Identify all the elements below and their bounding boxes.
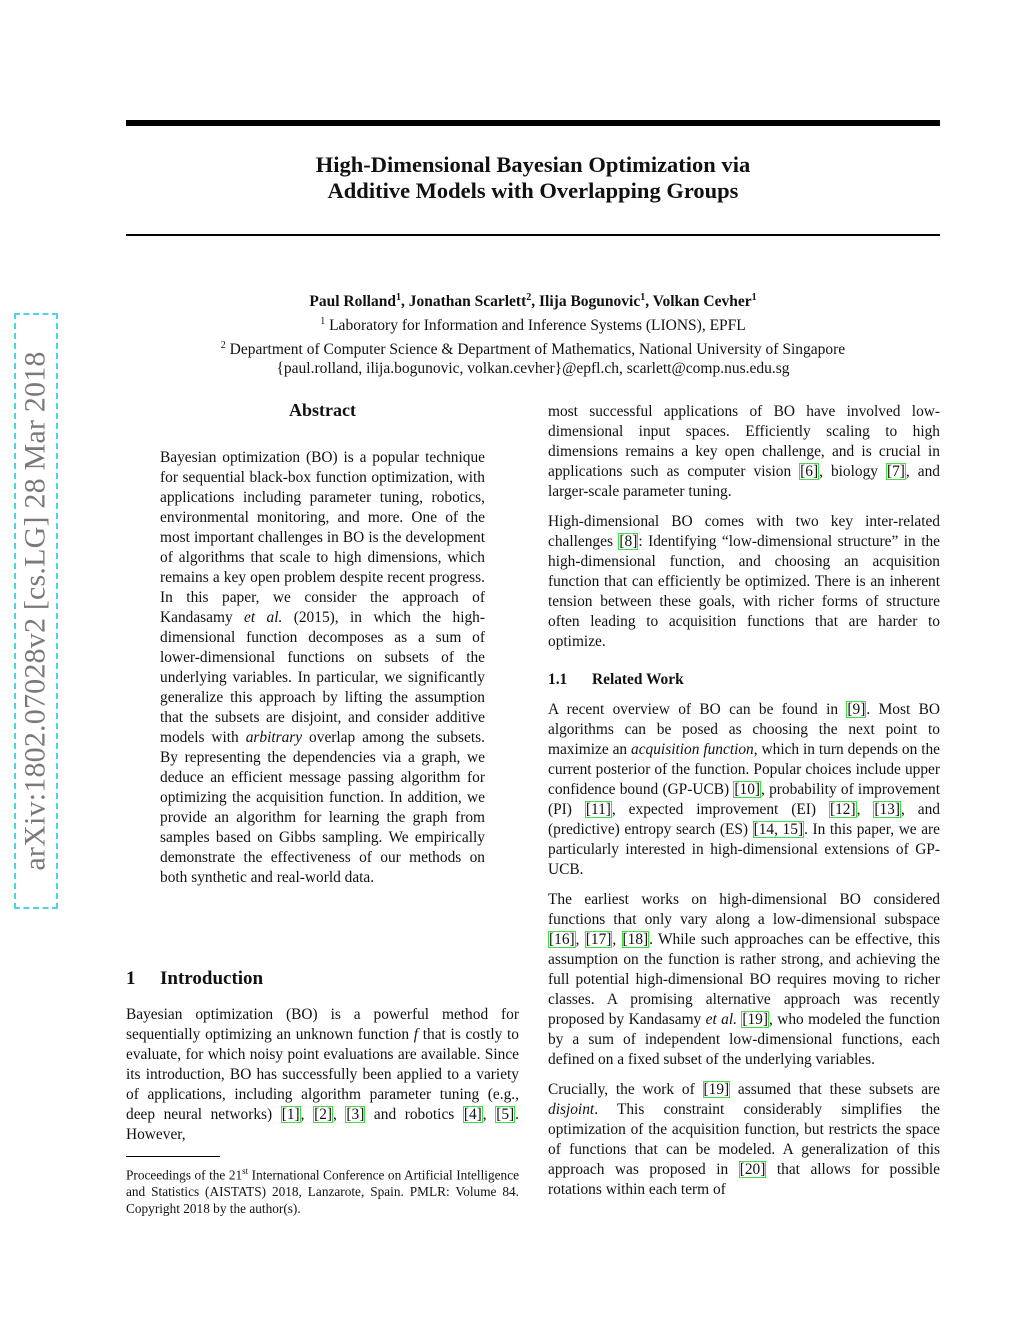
p4-text: The earliest works on high-dimensional BO considered functions that only vary along a low-dimensional subspace — [548, 891, 940, 928]
section-heading-introduction — [126, 968, 526, 990]
abstract-arbitrary: arbitrary — [245, 729, 303, 746]
arxiv-stamp[interactable] — [14, 313, 58, 909]
citation-link[interactable]: [14, 15] — [753, 821, 804, 838]
p4-text: , — [575, 931, 585, 948]
affiliation-2-text: Department of Computer Science & Department of Mathematics, National University of Singapore — [229, 341, 846, 359]
p5-disjoint: disjoint — [548, 1101, 595, 1118]
citation-link[interactable]: [9] — [847, 701, 866, 718]
p1-text: , and larger-scale parameter tuning. — [548, 463, 940, 500]
paper-title — [126, 152, 940, 204]
abstract-text-3: overlap among the subsets. By representing the dependencies via a graph, we deduce an efficient message passing algorithm for optimizing the acquisition function. In addition, we provide an algorithm for learning the graph from samples based on Gibbs sampling. We empirically demonstrate the effectiveness of our methods on both synthetic and real-world data. — [160, 729, 485, 886]
affiliation-1 — [126, 312, 940, 336]
p4-text: . While such approaches can be effective, this assumption on the function is rather strong, and achieving the full potential high-dimensional BO requires moving to richer classes. A promising alternative approach was recently proposed by Kandasamy — [548, 931, 940, 1028]
intro-text-3: and robotics — [365, 1106, 463, 1123]
subsection-title: Related Work — [592, 671, 684, 688]
citation-link[interactable]: [6] — [800, 463, 819, 480]
abstract-etal: et al. — [244, 609, 283, 626]
footnote — [126, 1163, 519, 1217]
p2-text: : Identifying “low-dimensional structure” in the high-dimensional function, and choosing an acquisition function that can efficiently be optimized. There is an inherent tension between these goals, with richer forms of structure often leading to acquisition functions that are harder to optimize. — [548, 533, 940, 650]
abstract-heading: Abstract — [289, 400, 356, 420]
p3-acquisition: acquisition function — [631, 741, 754, 758]
p3-text: , which in turn depends on the current posterior of the function. Popular choices include upper confidence bound (GP-UCB) — [548, 741, 941, 798]
footnote-sup: st — [242, 1166, 249, 1176]
p4-text: , who modeled the function by a sum of independent low-dimensional functions, each defined on a fixed subset of the underlying variables. — [548, 1011, 940, 1068]
citation-link[interactable]: [1] — [281, 1106, 300, 1123]
paragraph-3 — [548, 700, 940, 880]
p3-text: . Most BO algorithms can be posed as choosing the next point to maximize an — [548, 701, 940, 758]
intro-text-2: that is costly to evaluate, for which noisy point evaluations are available. Since its introduction, BO has successfully been applied to a variety of applications, including algorithm parameter tuning (e.g., deep neural networks) — [126, 1026, 519, 1123]
citation-link[interactable]: [7] — [886, 463, 905, 480]
intro-text-4: . However, — [126, 1106, 519, 1143]
footnote-rule — [126, 1156, 220, 1157]
author-4-affil: 1 — [751, 292, 757, 303]
title-bottom-rule — [126, 234, 940, 236]
title-line-2: Additive Models with Overlapping Groups — [327, 178, 739, 203]
author-3-affil: 1 — [640, 292, 646, 303]
p4-etal: et al. — [705, 1011, 737, 1028]
title-top-rule — [126, 120, 940, 126]
author-2: Jonathan Scarlett — [408, 293, 527, 311]
citation-link[interactable]: [3] — [346, 1106, 365, 1123]
subsection-number: 1.1 — [548, 671, 568, 688]
p3-text: . In this paper, we are particularly interested in high-dimensional extensions of GP-UCB. — [548, 821, 940, 878]
p3-text: , expected improvement (EI) — [611, 801, 829, 818]
p3-text: A recent overview of BO can be found in — [548, 701, 847, 718]
citation-link[interactable]: [18] — [622, 931, 649, 948]
citation-link[interactable]: [11] — [585, 801, 611, 818]
p3-text: , — [856, 801, 874, 818]
paragraph-5 — [548, 1080, 940, 1200]
section-title: Introduction — [160, 968, 264, 989]
p5-text: that allows for possible rotations within each term of — [548, 1161, 941, 1198]
paragraph-2 — [548, 512, 940, 652]
citation-link[interactable]: [16] — [549, 931, 575, 948]
author-1: Paul Rolland — [309, 293, 396, 311]
author-4: Volkan Cevher — [652, 293, 752, 311]
author-emails: {paul.rolland, ilija.bogunovic, volkan.cevher}@epfl.ch, scarlett@comp.nus.edu.sg — [276, 360, 790, 377]
citation-link[interactable]: [17] — [585, 931, 612, 948]
footnote-text-2: International Conference on Artificial Intelligence and Statistics (AISTATS) 2018, Lanzarote, Spain. PMLR: Volume 84. Copyright 2018 by the author(s). — [126, 1167, 519, 1217]
author-2-affil: 2 — [526, 292, 532, 303]
p5-text: Crucially, the work of — [548, 1081, 703, 1098]
paragraph-1 — [548, 402, 940, 502]
citation-link[interactable]: [2] — [314, 1106, 333, 1123]
affiliation-2-mark: 2 — [220, 340, 226, 352]
abstract-text-2: (2015), in which the high-dimensional function decomposes as a sum of lower-dimensional functions on subsets of the underlying variables. In particular, we significantly generalize this approach by lifting the assumption that the subsets are disjoint, and consider additive models with — [160, 609, 485, 746]
right-column — [548, 402, 940, 1210]
abstract-text-1: Bayesian optimization (BO) is a popular technique for sequential black-box function optimization, with applications including parameter tuning, robotics, environmental monitoring, and more. One of the most important challenges in BO is the development of algorithms that scale to high dimensions, which remains a key open problem despite recent progress. In this paper, we consider the approach of Kandasamy — [160, 449, 485, 626]
subsection-heading-related-work — [548, 670, 940, 690]
p1-text: , biology — [819, 463, 886, 480]
author-1-affil: 1 — [395, 292, 401, 303]
paragraph-4 — [548, 890, 940, 1070]
section-number: 1 — [126, 968, 136, 989]
p4-text: , — [612, 931, 622, 948]
citation-link[interactable]: [20] — [739, 1161, 766, 1178]
title-line-1: High-Dimensional Bayesian Optimization via — [315, 152, 751, 177]
citation-link[interactable]: [4] — [463, 1106, 482, 1123]
author-3: Ilija Bogunovic — [539, 293, 641, 311]
author-block — [126, 288, 940, 360]
affiliation-1-text: Laboratory for Information and Inference Systems (LIONS), EPFL — [329, 317, 746, 335]
citation-link[interactable]: [19] — [742, 1011, 768, 1028]
citation-link[interactable]: [10] — [734, 781, 761, 798]
footnote-text-1: Proceedings of the 21 — [126, 1167, 243, 1183]
citation-link[interactable]: [8] — [619, 533, 638, 550]
citation-link[interactable]: [19] — [703, 1081, 730, 1098]
affiliation-2 — [126, 336, 940, 360]
p3-text: , probability of improvement (PI) — [548, 781, 940, 818]
intro-text-1: Bayesian optimization (BO) is a powerful method for sequentially optimizing an unknown function — [126, 1006, 519, 1043]
p3-text: , and (predictive) entropy search (ES) — [548, 801, 940, 838]
p5-text: . This constraint considerably simplifies the optimization of the acquisition function, but restricts the space of functions that can be modeled. A generalization of this approach was proposed in — [548, 1101, 940, 1178]
introduction-paragraph: Bayesian optimization (BO) is a powerful method for sequentially optimizing an unknown function f that is costly to evaluate, for which noisy point evaluations are available. Since its introduction, BO has successfully been applied to a variety of applications, including algorithm parameter tuning (e.g., deep neural networks) [1], [2], [3] and robotics [4], [5]. However, — [126, 1006, 519, 1143]
p2-text: High-dimensional BO comes with two key inter-related challenges — [548, 513, 940, 550]
p5-text: assumed that these subsets are — [730, 1081, 941, 1098]
arxiv-stamp-text: arXiv:1802.07028v2 [cs.LG] 28 Mar 2018 — [19, 351, 52, 871]
abstract-body — [160, 448, 485, 888]
affiliation-1-mark: 1 — [320, 316, 326, 328]
author-names: Paul Rolland$^1$, Jonathan Scarlett$^2$, Ilija Bogunovic$^1$, Volkan Cevher$^1$ — [309, 292, 757, 311]
p1-text: most successful applications of BO have involved low-dimensional input spaces. Efficiently scaling to high dimensions remains a key open challenge, and is crucial in applications such as computer vision — [548, 403, 940, 480]
citation-link[interactable]: [13] — [874, 801, 901, 818]
citation-link[interactable]: [12] — [829, 801, 856, 818]
intro-f: f — [413, 1026, 419, 1043]
citation-link[interactable]: [5] — [496, 1106, 515, 1123]
